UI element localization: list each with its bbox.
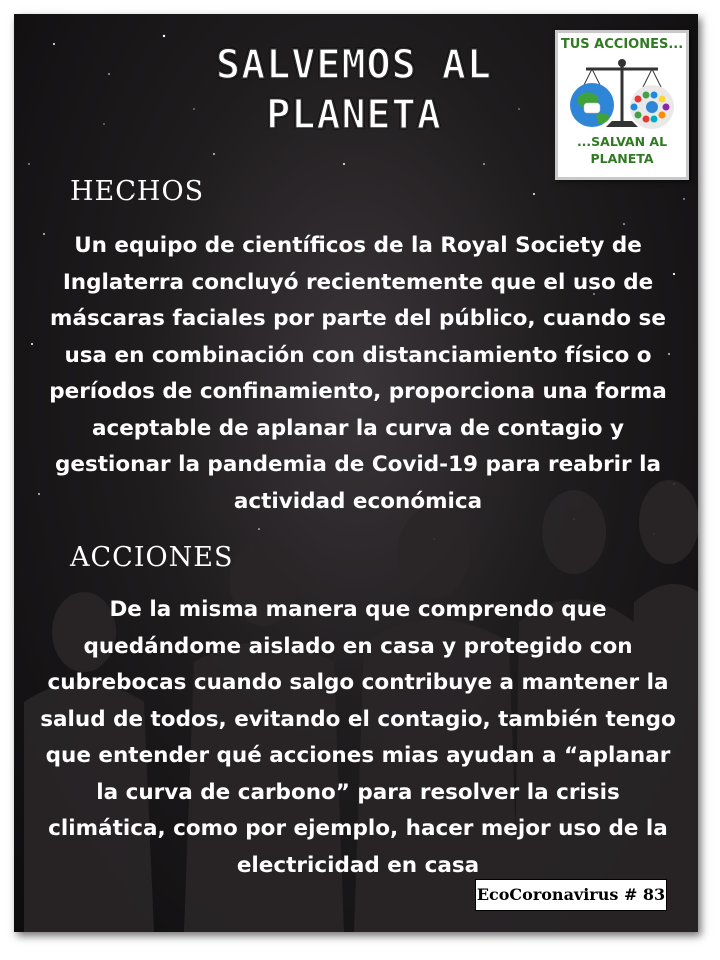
- acciones-heading: ACCIONES: [70, 542, 234, 573]
- logo-bottom-text: [558, 133, 686, 167]
- logo-bottom-line-2: PLANETA: [590, 151, 654, 166]
- hechos-heading: HECHOS: [70, 176, 205, 207]
- logo-top-text: TUS ACCIONES...: [560, 37, 684, 52]
- earth-balance-scale-icon: [566, 55, 678, 133]
- issue-tag: EcoCoronavirus # 83: [475, 879, 667, 911]
- campaign-logo: [555, 30, 689, 180]
- logo-bottom-line-1: ...SALVAN AL: [576, 134, 668, 149]
- acciones-paragraph: De la misma manera que comprendo que quedándome aislado en casa y protegido con cubrebocas cuando salgo contribuye a mantener la salud de todos, evitando el contagio, también tengo que entender qué acciones mias ayudan a “aplanar la curva de carbono” para resolver la crisis climática, como por ejemplo, hacer mejor uso de la electricidad en casa: [40, 597, 676, 878]
- title-line-2: PLANETA: [266, 92, 442, 138]
- poster-title: [184, 40, 524, 140]
- title-line-1: SALVEMOS AL: [216, 42, 492, 88]
- poster-frame: [14, 14, 698, 932]
- hechos-paragraph: Un equipo de científicos de la Royal Society de Inglaterra concluyó recientemente que el uso de máscaras faciales por parte del público, cuando se usa en combinación con distanciamiento físico o períodos de confinamiento, proporciona una forma aceptable de aplanar la curva de contagio y gestionar la pandemia de Covid-19 para reabrir la actividad económica: [49, 233, 667, 514]
